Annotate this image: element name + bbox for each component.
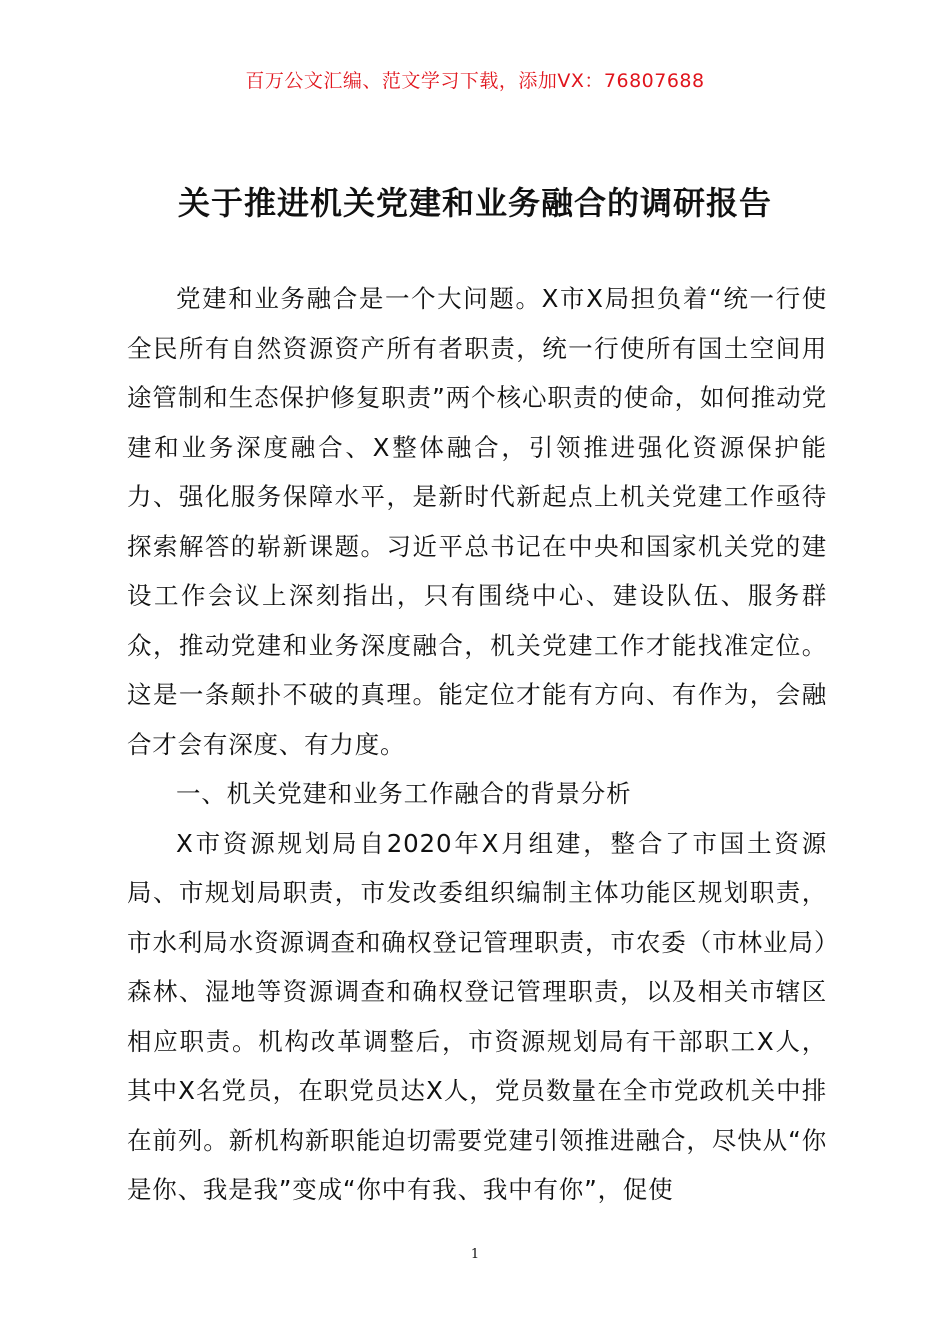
document-body [127,274,827,1215]
intro-paragraph: 党建和业务融合是一个大问题。X市X局担负着“统一行使全民所有自然资源资产所有者职责，统一行使所有国土空间用途管制和生态保护修复职责”两个核心职责的使命，如何推动党建和业务深度融合、X整体融合，引领推进强化资源保护能力、强化服务保障水平，是新时代新起点上机关党建工作亟待探索解答的崭新课题。习近平总书记在中央和国家机关党的建设工作会议上深刻指出，只有围绕中心、建设队伍、服务群众，推动党建和业务深度融合，机关党建工作才能找准定位。这是一条颠扑不破的真理。能定位才能有方向、有作为，会融合才会有深度、有力度。 [127,284,827,759]
section-heading: 一、机关党建和业务工作融合的背景分析 [176,779,632,808]
page-number: 1 [470,1247,480,1262]
document-title: 关于推进机关党建和业务融合的调研报告 [177,184,772,222]
background-paragraph: X市资源规划局自2020年X月组建，整合了市国土资源局、市规划局职责，市发改委组织编制主体功能区规划职责，市水利局水资源调查和确权登记管理职责，市农委（市林业局）森林、湿地等资源调查和确权登记管理职责，以及相关市辖区相应职责。机构改革调整后，市资源规划局有干部职工X人，其中X名党员，在职党员达X人，党员数量在全市党政机关中排在前列。新机构新职能迫切需要党建引领推进融合，尽快从“你是你、我是我”变成“你中有我、我中有你”，促使 [127,828,827,1204]
header-banner: 百万公文汇编、范文学习下载，添加VX：76807688 [245,70,705,92]
